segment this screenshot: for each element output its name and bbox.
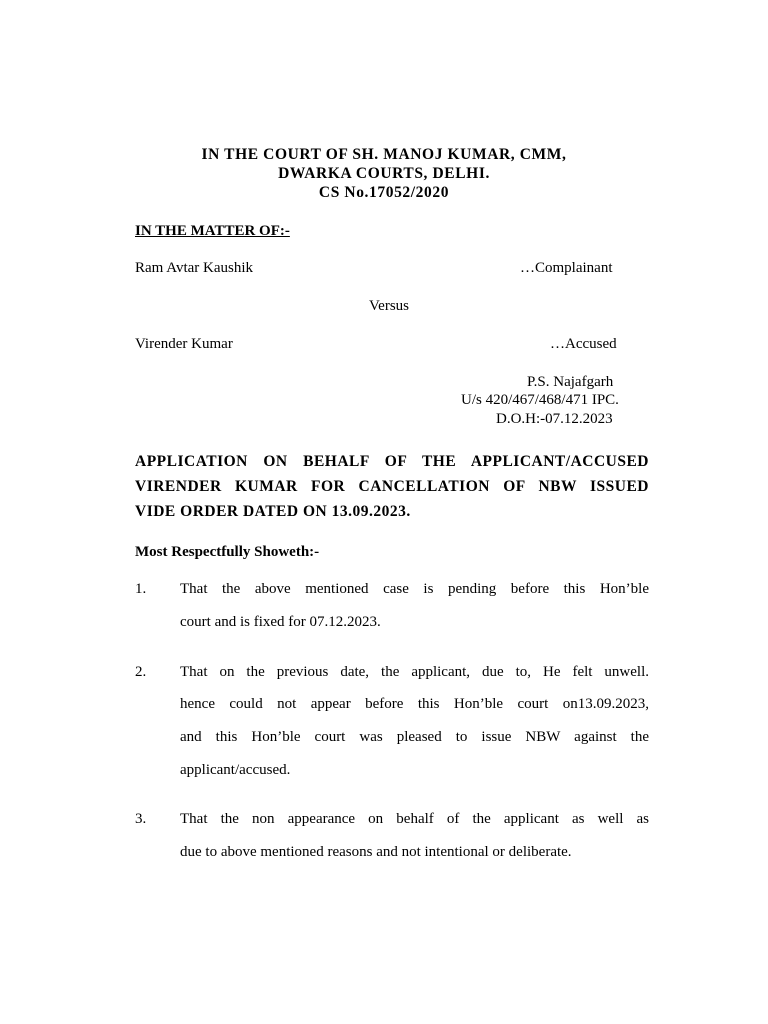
application-title-line: VIDE ORDER DATED ON 13.09.2023.: [135, 503, 411, 520]
accused-name: Virender Kumar: [135, 336, 233, 352]
showeth-heading: Most Respectfully Showeth:-: [135, 544, 320, 560]
court-name: IN THE COURT OF SH. MANOJ KUMAR, CMM,: [201, 146, 567, 163]
paragraph-line: applicant/accused.: [180, 762, 291, 778]
accused-role: …Accused: [550, 336, 617, 352]
paragraph-line: That the above mentioned case is pending before this Hon’ble: [180, 581, 649, 597]
paragraph-number: 2.: [135, 664, 147, 680]
ipc-sections: U/s 420/467/468/471 IPC.: [461, 392, 619, 408]
application-title-line: APPLICATION ON BEHALF OF THE APPLICANT/ACCUSED: [135, 453, 649, 470]
paragraph-line: That on the previous date, the applicant, due to, He felt unwell.: [180, 664, 649, 680]
matter-heading: IN THE MATTER OF:-: [135, 223, 290, 239]
paragraph-line: due to above mentioned reasons and not intentional or deliberate.: [180, 844, 572, 860]
paragraph-line: and this Hon’ble court was pleased to issue NBW against the: [180, 729, 649, 745]
paragraph-line: court and is fixed for 07.12.2023.: [180, 614, 381, 630]
case-number: CS No.17052/2020: [318, 184, 450, 201]
court-location: DWARKA COURTS, DELHI.: [278, 165, 490, 182]
paragraph-line: That the non appearance on behalf of the applicant as well as: [180, 811, 649, 827]
date-of-hearing: D.O.H:-07.12.2023: [496, 411, 613, 427]
paragraph-line: hence could not appear before this Hon’ble court on13.09.2023,: [180, 696, 649, 712]
police-station: P.S. Najafgarh: [527, 374, 614, 390]
complainant-role: …Complainant: [520, 260, 613, 276]
complainant-name: Ram Avtar Kaushik: [135, 260, 254, 276]
application-title-line: VIRENDER KUMAR FOR CANCELLATION OF NBW ISSUED: [135, 478, 649, 495]
paragraph-number: 1.: [135, 581, 147, 597]
paragraph-number: 3.: [135, 811, 147, 827]
versus-label: Versus: [369, 298, 409, 314]
